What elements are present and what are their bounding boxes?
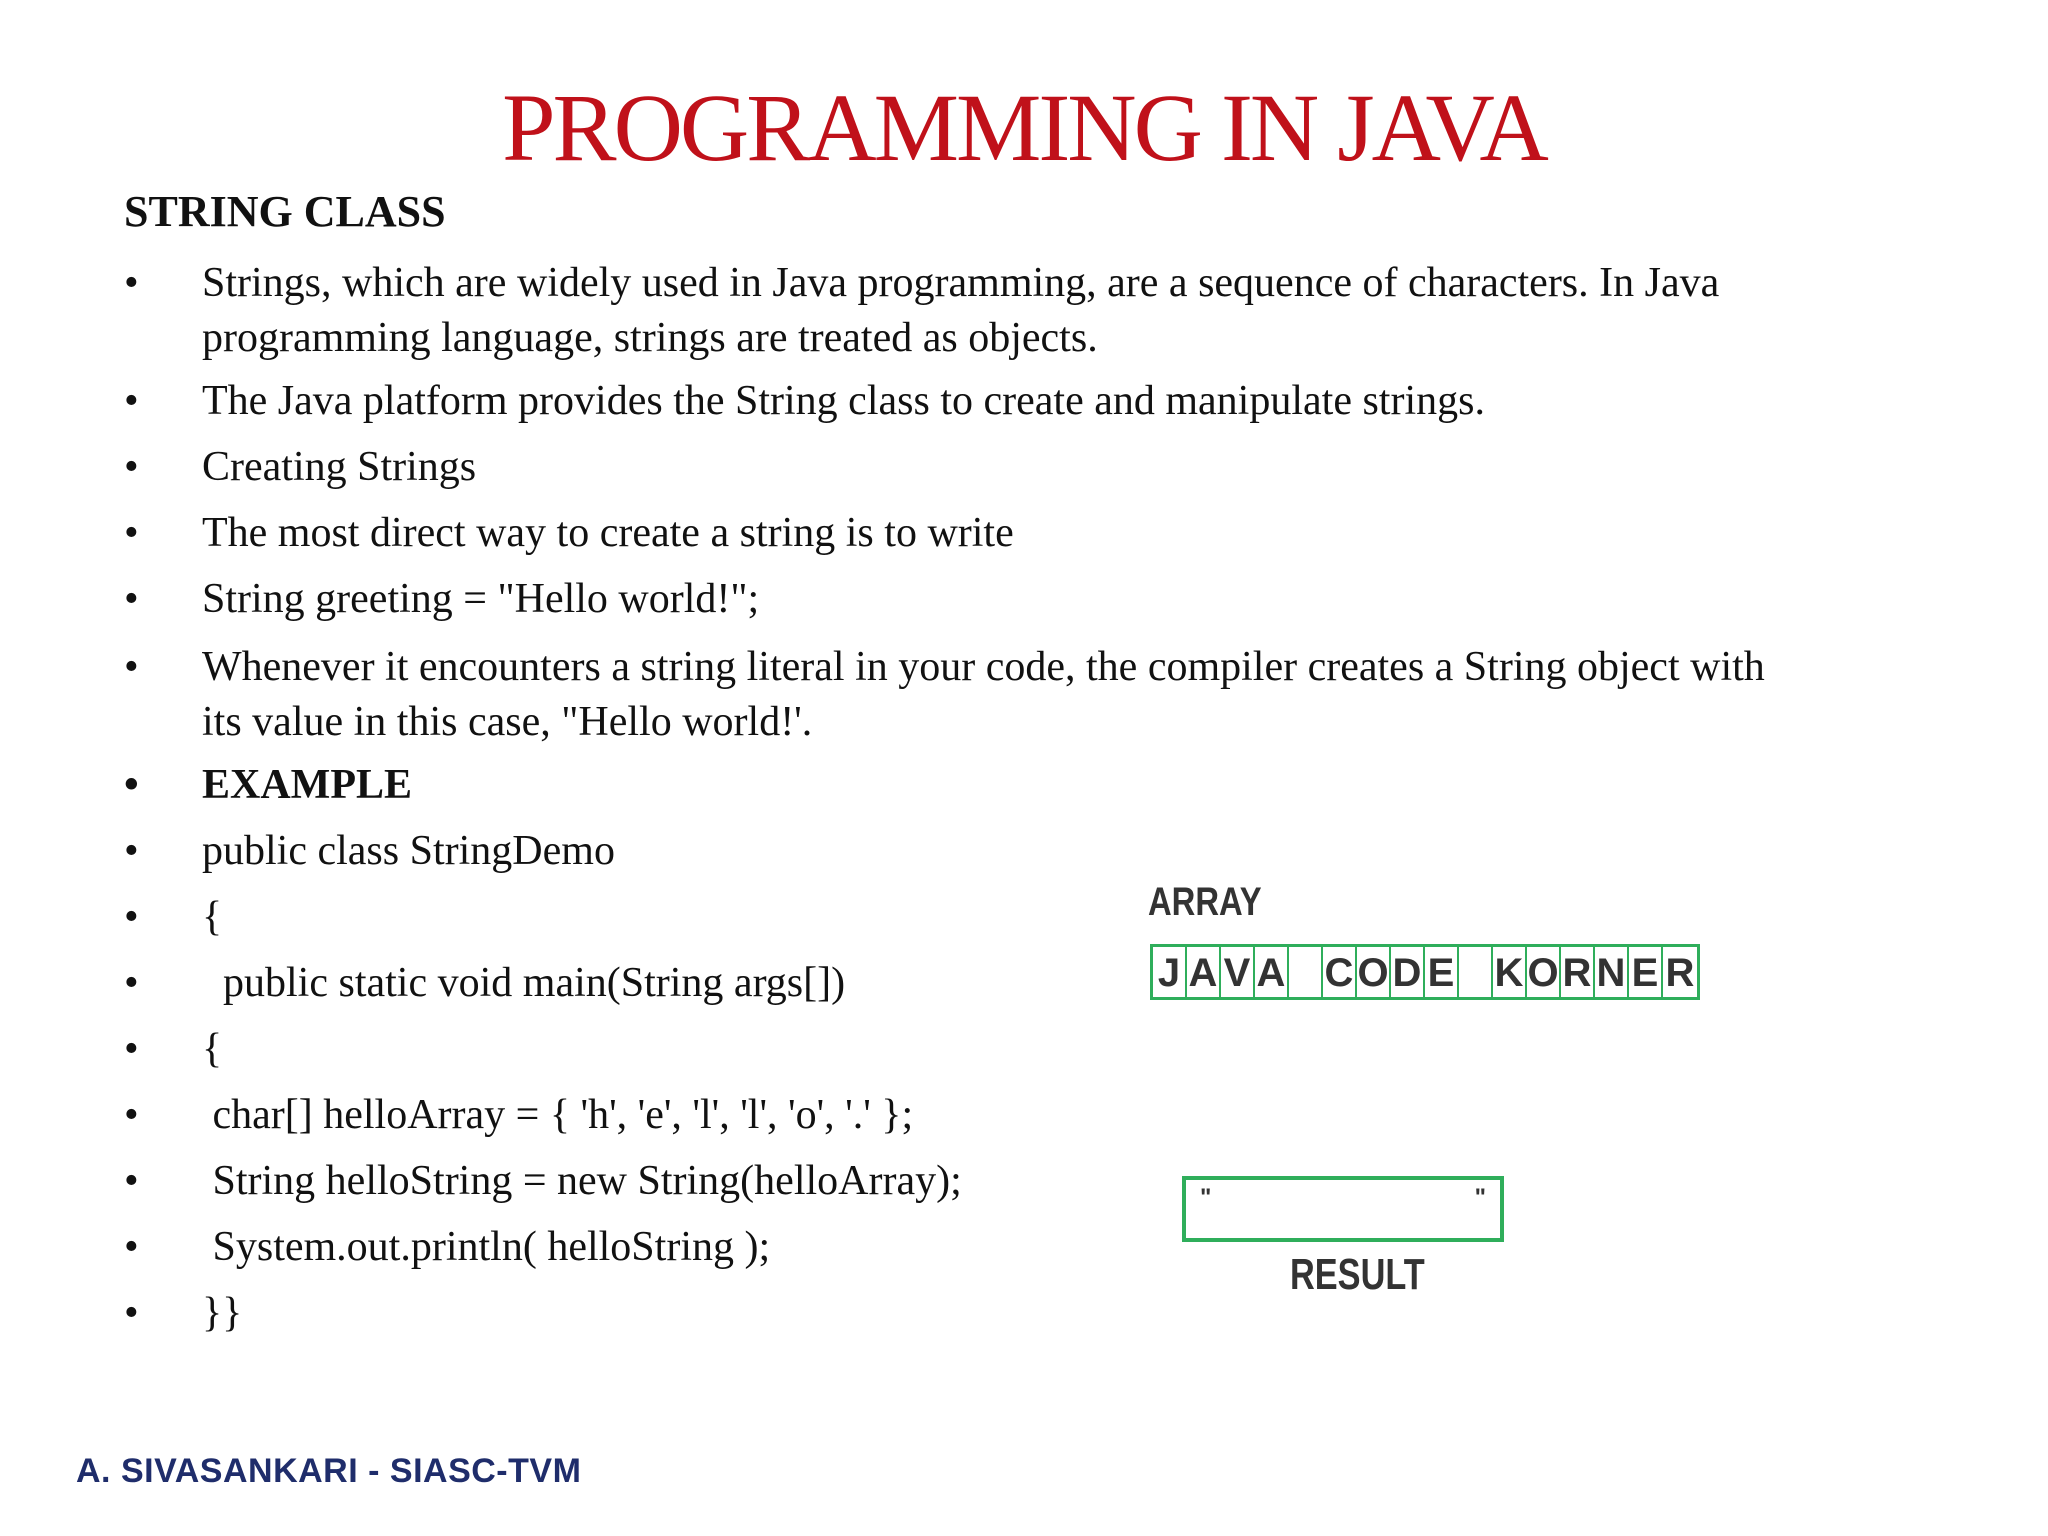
array-cell: D (1391, 947, 1425, 997)
array-label: ARRAY (1148, 880, 1262, 924)
array-cell: O (1527, 947, 1561, 997)
bullet-text: Strings, which are widely used in Java programming, are a sequence of characters. In Java (202, 260, 1720, 306)
array-cell: E (1425, 947, 1459, 997)
bullet-dot: • (124, 260, 139, 306)
bullet-text: EXAMPLE (202, 762, 412, 808)
bullet-dot: • (124, 960, 139, 1006)
bullet-text: The most direct way to create a string is to write (202, 510, 1014, 556)
bullet-text: public class StringDemo (202, 828, 615, 874)
array-cell: N (1595, 947, 1629, 997)
bullet-text: { (202, 894, 223, 940)
result-quote-right: " (1474, 1184, 1486, 1211)
bullet-dot: • (124, 510, 139, 556)
bullet-text: String helloString = new String(helloArray); (202, 1158, 962, 1204)
bullet-dot: • (124, 644, 139, 690)
bullet-dot: • (124, 1026, 139, 1072)
array-cell: V (1221, 947, 1255, 997)
bullet-text: { (202, 1026, 223, 1072)
array-cell: E (1629, 947, 1663, 997)
bullet-dot: • (124, 576, 139, 622)
array-cells (1150, 944, 1700, 1000)
section-heading: STRING CLASS (124, 187, 446, 236)
bullet-dot: • (124, 1290, 139, 1336)
footer-author: A. SIVASANKARI - SIASC-TVM (76, 1452, 582, 1490)
array-cell (1289, 947, 1323, 997)
bullet-text: The Java platform provides the String class to create and manipulate strings. (202, 378, 1485, 424)
array-cell: J (1153, 947, 1187, 997)
array-cell: A (1187, 947, 1221, 997)
array-cell (1459, 947, 1493, 997)
bullet-text: char[] helloArray = { 'h', 'e', 'l', 'l', 'o', '.' }; (202, 1092, 914, 1138)
bullet-text: its value in this case, "Hello world!'. (202, 699, 813, 745)
bullet-dot: • (124, 828, 139, 874)
bullet-dot: • (124, 894, 139, 940)
array-cell: R (1665, 951, 1695, 995)
bullet-text: Creating Strings (202, 444, 477, 490)
slide-title: PROGRAMMING IN JAVA (502, 74, 1546, 181)
bullet-text: System.out.println( helloString ); (202, 1224, 771, 1270)
bullet-dot: • (124, 1158, 139, 1204)
bullet-text: public static void main(String args[]) (202, 960, 846, 1006)
bullet-text: String greeting = "Hello world!"; (202, 576, 760, 622)
array-cell: O (1357, 947, 1391, 997)
bullet-dot: • (124, 762, 139, 808)
array-cell: R (1561, 947, 1595, 997)
array-cell: K (1493, 947, 1527, 997)
bullet-dot: • (124, 1224, 139, 1270)
result-label: RESULT (1290, 1250, 1425, 1299)
result-quote-left: " (1200, 1184, 1212, 1211)
bullet-text: Whenever it encounters a string literal in your code, the compiler creates a String object with (202, 644, 1765, 690)
array-cell: A (1255, 947, 1289, 997)
array-cell: C (1323, 947, 1357, 997)
bullet-text: }} (202, 1290, 243, 1336)
bullet-dot: • (124, 444, 139, 490)
bullet-text: programming language, strings are treated as objects. (202, 315, 1098, 361)
bullet-dot: • (124, 378, 139, 424)
result-box (1182, 1176, 1504, 1242)
bullet-dot: • (124, 1092, 139, 1138)
